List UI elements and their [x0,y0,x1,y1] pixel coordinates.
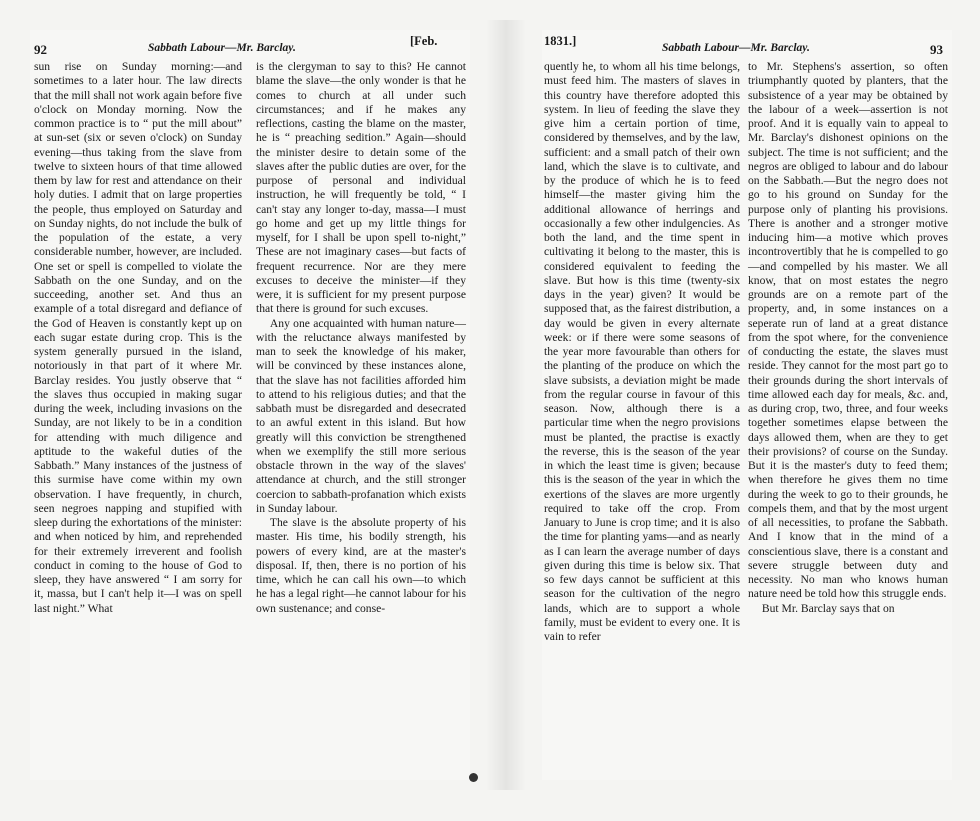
right-page-header [542,32,952,57]
paragraph: to Mr. Stephens's assertion, so often triumphantly quoted by planters, that the subsistence of a year may be obtained by the labour of a week—assertion is not proof. And it is equally vain to appeal to Mr. Barclay's dishonest opinions on the subject. The time is not sufficient; and the negros are obliged to labour and do labour on the Sabbath.—But the negro does not go to his ground on Sunday for the purpose only of planting his provisions. There is another and a stronger motive inducing him—a motive which proves incontrovertibly that he is compelled to go—and compelled by his master. We all know, that on most estates the negro grounds are on a remote part of the property, and, in some instances on a seperate run of land at a great distance from the spot where, for the convenience of conducting the estate, the slaves must reside. They cannot for the most part go to their grounds during the short intervals of time allowed each day for meals, &c. and, as during crop, two, three, and four weeks together sometimes elapse between the days allowed them, when are they to get their provisions? of course on the Sunday. But it is the master's duty to feed them; when therefore he gives them no time during the week to go to their grounds, he compels them, and that by the most urgent of all necessities, to profane the Sabbath. And I know that in the mind of a conscientious slave, there is a constant and severe struggle between duty and necessity. No man who knows human nature need be told how this struggle ends. [748,60,948,601]
paragraph: sun rise on Sunday morning:—and sometimes to a later hour. The law directs that the mill shall not work again before five o'clock on Monday morning. Now the common practice is to “ put the mill about” at sun-set (six or seven o'clock) on Sunday evening—thus taking from the slave from twelve to sixteen hours of that time allowed them by law for rest and attendance on their holy duties. I admit that on large properties the people, thus employed on Saturday and on Sunday nights, do not include the bulk of the population of the estate, a very considerable number, however, are included. One set or spell is compelled to violate the Sabbath on the one Sunday, and on the succeeding, another set. And thus an example of a total disregard and defiance of the God of Heaven is constantly kept up on each sugar estate during crop. This is the system generally pursued in the island, notoriously in that part of it where Mr. Barclay resides. You justly observe that “ the slaves thus occupied in making sugar during the week, including invasions on the Sunday, are not likely to be in a condition for attending with much diligence and aptitude to the wakeful duties of the Sabbath.” Many instances of the justness of this surmise have come within my own observation. I have frequently, in church, seen negroes napping and stupified with sleep during the exhortations of the minister: and when noticed by him, and reprehended for their extremely irreverent and foolish conduct in coming to the house of God to sleep, they have answered “ I am sorry for it, massa, but I can't help it—I was on spell last night.” What [34,60,242,615]
left-page-header [30,32,470,57]
running-title: Sabbath Labour—Mr. Barclay. [148,42,296,54]
left-page [30,30,470,780]
date-label: [Feb. [410,34,438,48]
page-number: 93 [930,42,943,57]
paragraph: The slave is the absolute property of his master. His time, his bodily strength, his powers of every kind, are at the master's disposal. If, then, there is no portion of his time, which he can call his own—to which he has a legal right—he cannot labour for his own sustenance; and conse- [256,516,466,615]
text-column [748,60,948,616]
paragraph: But Mr. Barclay says that on [761,601,895,615]
paragraph: quently he, to whom all his time belongs, must feed him. The masters of slaves in this country have therefore adopted this system. In lieu of feeding the slave they give him a certain portion of time, considered by themselves, and by the law, sufficient: and a small patch of their own land, which the slave is to cultivate, and by the produce of which he is to feed himself—the master giving him the additional allowance of herrings and occasionally a few other indulgencies. As both the land, and the time spent in cultivating it belong to the master, this is considered equivalent to feeding the slave. But how is this time (twenty-six days in the year) given? It would be supposed that, as the fairest distribution, a day would be given in every alternate week: or if there were some seasons of the year more favourable than others for the planting of the produce on which the slave subsists, a deviation might be made from the regular course in favour of this season. Now, although there is a particular time when the negro provisions must be planted, the practise is exactly the reverse, this is the season of the year in which the least time is given; because this is the season of the year in which the exertions of the slaves are more urgently required to take off the crop. From January to June is crop time; and it is also the time for planting yams—and as nearly as I can learn the average number of days given during this time is below six. That so few days cannot be sufficient at this season for the cultivation of the negro lands, which are to support a whole family, must be evident to every one. It is vain to refer [544,60,740,643]
right-page [542,30,952,780]
paragraph: is the clergyman to say to this? He cannot blame the slave—the only wonder is that he comes to church at all under such circumstances; and if he makes any reflections, casting the blame on the master, he is “ preaching sedition.” Again—should the minister desire to detain some of the slaves after the public duties are over, for the purpose of personal and individual instruction, he will frequently be told, “ I can't stay any longer to-day, massa—I must go home and get up my little things for myself, for I shall be upon spell to-night,” These are not imaginary cases—but facts of frequent recurrence. Nor are they mere excuses to deceive the minister—if they were, it is sufficient for my present purpose that there is ground for such excuses. [256,60,466,316]
ink-blot [469,773,478,782]
text-column [34,60,242,616]
date-label: 1831.] [544,34,577,48]
right-page-columns [542,60,952,780]
paragraph: Any one acquainted with human nature—with the reluctance always manifested by man to seek the knowledge of his maker, will be convinced by these instances alone, that the slave has not facilities afforded him to attend to his religious duties; and that the sabbath must be disregarded and desecrated to an awful extent in this island. But how greatly will this conviction be strengthened when we exemplify the still more serious obstacle thrown in the way of the slaves' attendance at church, and the still stronger coercion to sabbath-profanation which exists in Sunday labour. [256,316,466,515]
book-gutter [486,20,526,790]
running-title: Sabbath Labour—Mr. Barclay. [662,42,810,54]
text-column [256,60,466,616]
page-number: 92 [34,42,47,57]
left-page-columns [30,60,470,780]
text-column [544,60,740,644]
